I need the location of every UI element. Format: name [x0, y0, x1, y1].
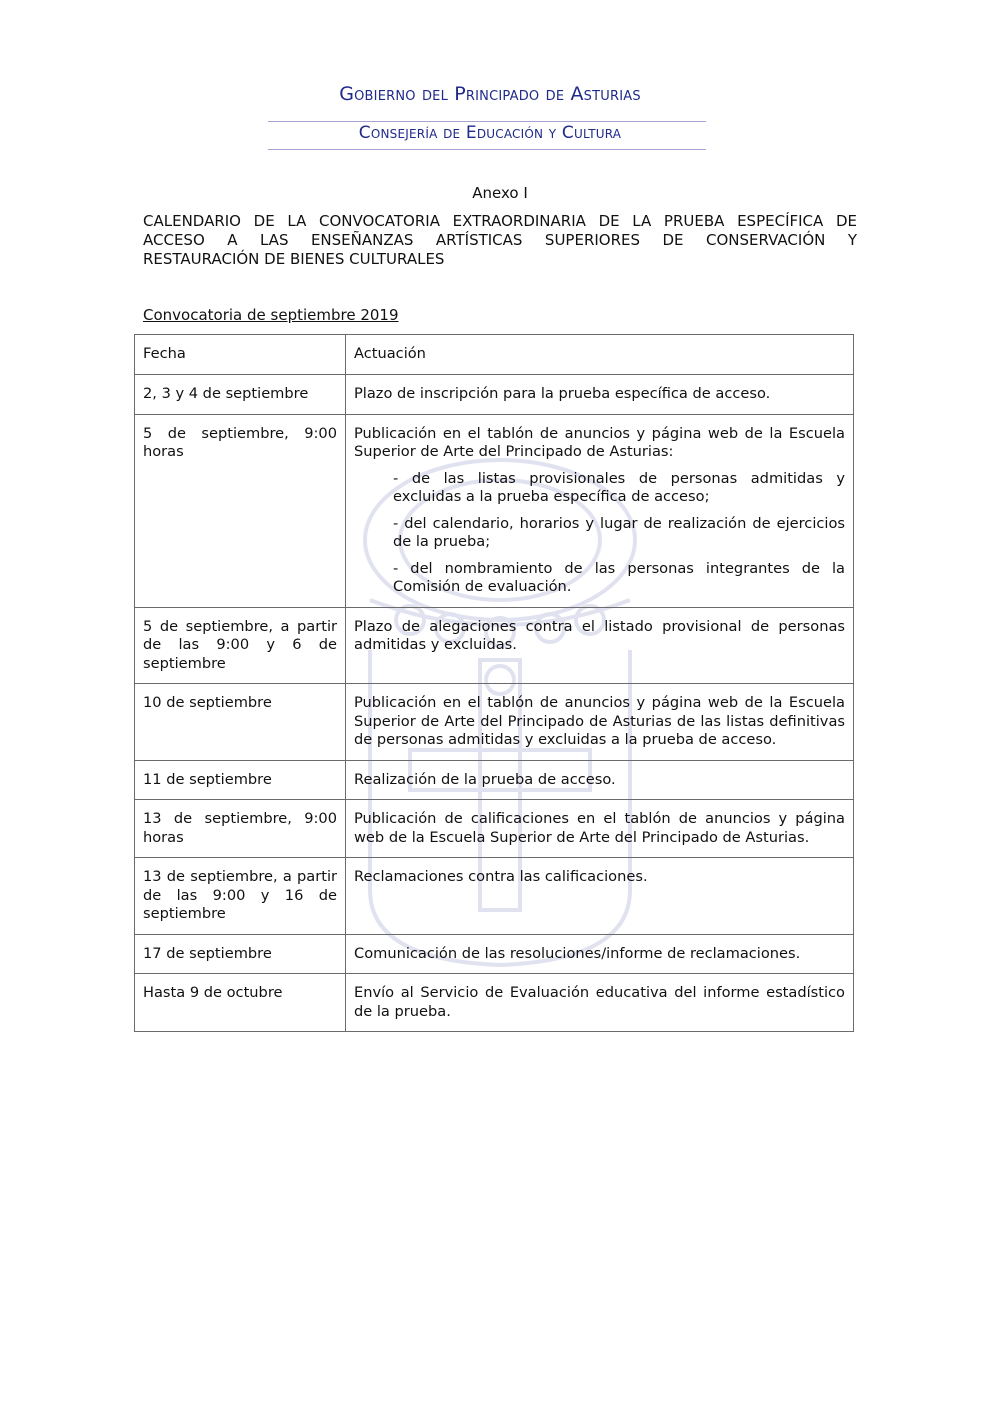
action-text: Publicación en el tablón de anuncios y página web de la Escuela Superior de Arte del Principado de Asturias:: [354, 424, 845, 460]
table-row: [135, 375, 854, 415]
date-cell: 13 de septiembre, a partir de las 9:00 y 16 de septiembre: [135, 858, 346, 935]
table-header-row: [135, 335, 854, 375]
document-title: [143, 212, 857, 269]
bullet-item: - de las listas provisionales de personas admitidas y excluidas a la prueba específica de acceso;: [393, 469, 845, 505]
action-cell: Publicación en el tablón de anuncios y página web de la Escuela Superior de Arte del Principado de Asturias de las listas definitivas de personas admitidas y excluidas a la prueba de acceso.: [346, 684, 854, 761]
bullet-item: - del calendario, horarios y lugar de realización de ejercicios de la prueba;: [393, 514, 845, 550]
section-subtitle: Convocatoria de septiembre 2019: [143, 306, 399, 324]
table-row: [135, 684, 854, 761]
annex-label: Anexo I: [472, 184, 528, 202]
table-row: [135, 858, 854, 935]
table-row: [135, 760, 854, 800]
column-header-date: Fecha: [135, 335, 346, 375]
date-cell: Hasta 9 de octubre: [135, 974, 346, 1032]
action-cell: Realización de la prueba de acceso.: [346, 760, 854, 800]
action-cell: Comunicación de las resoluciones/informe de reclamaciones.: [346, 934, 854, 974]
action-cell: Envío al Servicio de Evaluación educativa del informe estadístico de la prueba.: [346, 974, 854, 1032]
date-cell: 13 de septiembre, 9:00 horas: [135, 800, 346, 858]
header-divider: [268, 121, 706, 122]
table-row: [135, 800, 854, 858]
table-row: [135, 934, 854, 974]
title-line: CALENDARIO DE LA CONVOCATORIA EXTRAORDINARIA DE LA PRUEBA ESPECÍFICA DE: [143, 212, 857, 230]
date-cell: 10 de septiembre: [135, 684, 346, 761]
bullet-item: - del nombramiento de las personas integrantes de la Comisión de evaluación.: [393, 559, 845, 595]
table-row: [135, 607, 854, 684]
header-divider: [268, 149, 706, 150]
table-row: [135, 974, 854, 1032]
action-cell: Plazo de inscripción para la prueba específica de acceso.: [346, 375, 854, 415]
date-cell: 17 de septiembre: [135, 934, 346, 974]
government-heading: Gobierno del Principado de Asturias: [339, 83, 641, 105]
title-line: ACCESO A LAS ENSEÑANZAS ARTÍSTICAS SUPERIORES DE CONSERVACIÓN Y: [143, 231, 857, 249]
title-line: RESTAURACIÓN DE BIENES CULTURALES: [143, 250, 445, 268]
action-cell: Plazo de alegaciones contra el listado provisional de personas admitidas y excluidas.: [346, 607, 854, 684]
bullet-list: [354, 470, 845, 597]
date-cell: 2, 3 y 4 de septiembre: [135, 375, 346, 415]
action-cell: [346, 414, 854, 607]
column-header-action: Actuación: [346, 335, 854, 375]
department-heading: Consejería de Educación y Cultura: [358, 123, 622, 143]
date-cell: 5 de septiembre, a partir de las 9:00 y 6 de septiembre: [135, 607, 346, 684]
action-cell: Reclamaciones contra las calificaciones.: [346, 858, 854, 935]
table-row: [135, 414, 854, 607]
calendar-table: [134, 334, 854, 1032]
date-cell: 11 de septiembre: [135, 760, 346, 800]
action-cell: Publicación de calificaciones en el tablón de anuncios y página web de la Escuela Superior de Arte del Principado de Asturias.: [346, 800, 854, 858]
date-cell: 5 de septiembre, 9:00 horas: [135, 414, 346, 607]
